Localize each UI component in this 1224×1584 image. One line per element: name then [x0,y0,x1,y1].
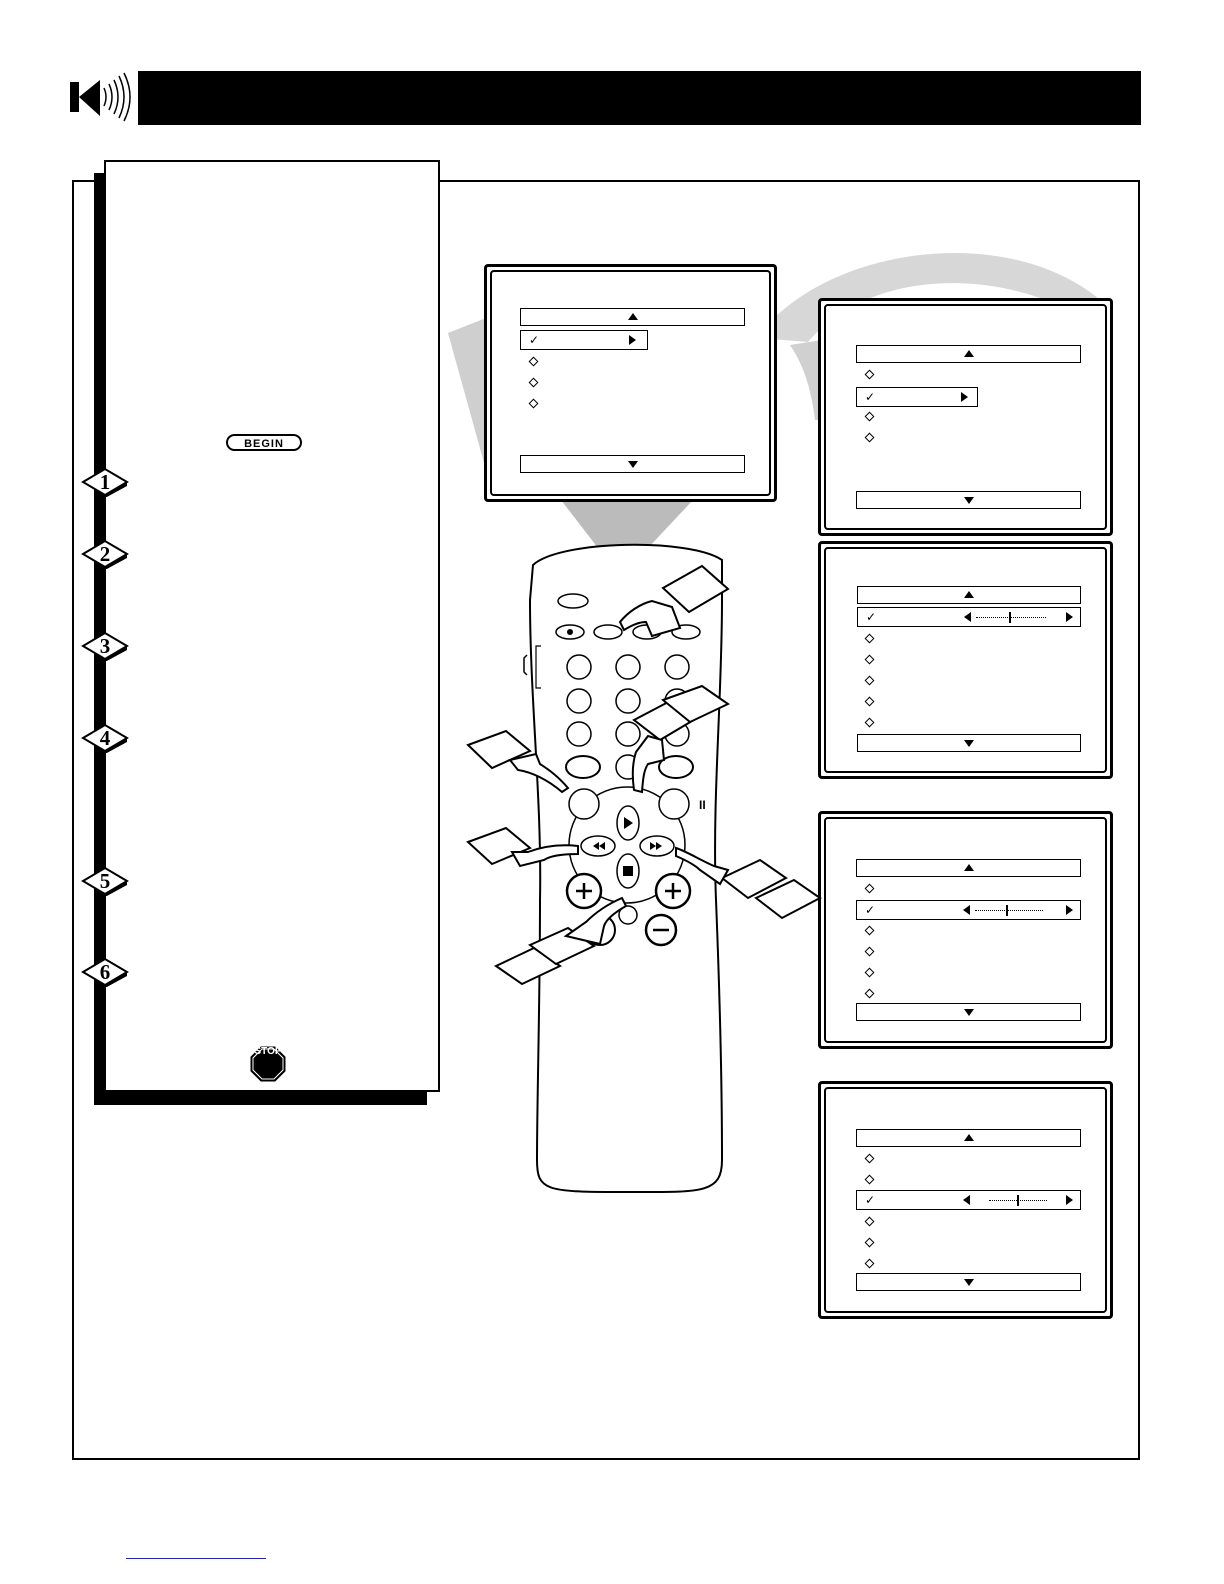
pointing-hand-icon [676,848,820,918]
pointing-hand-icon [468,731,568,792]
stop-sign-icon: STOP [250,1046,286,1082]
pointing-hand-icon [468,828,578,866]
checkmark-icon: ✓ [866,610,877,624]
step-4-marker: 4 [81,723,129,753]
step-6-marker: 6 [81,957,129,987]
pointing-hand-icon [496,898,626,984]
step-3-marker: 3 [81,631,129,661]
pointing-hand-icon [620,566,728,636]
checkmark-icon: ✓ [865,903,876,917]
step-5-marker: 5 [81,866,129,896]
pause-icon: II [699,798,706,812]
checkmark-icon: ✓ [865,1193,876,1207]
checkmark-icon: ✓ [529,333,540,347]
step-1-marker: 1 [81,467,129,497]
footer-rule [126,1558,266,1559]
checkmark-icon: ✓ [865,390,876,404]
pointing-hand-icon [633,686,728,792]
begin-badge: BEGIN [226,434,302,451]
step-2-marker: 2 [81,539,129,569]
